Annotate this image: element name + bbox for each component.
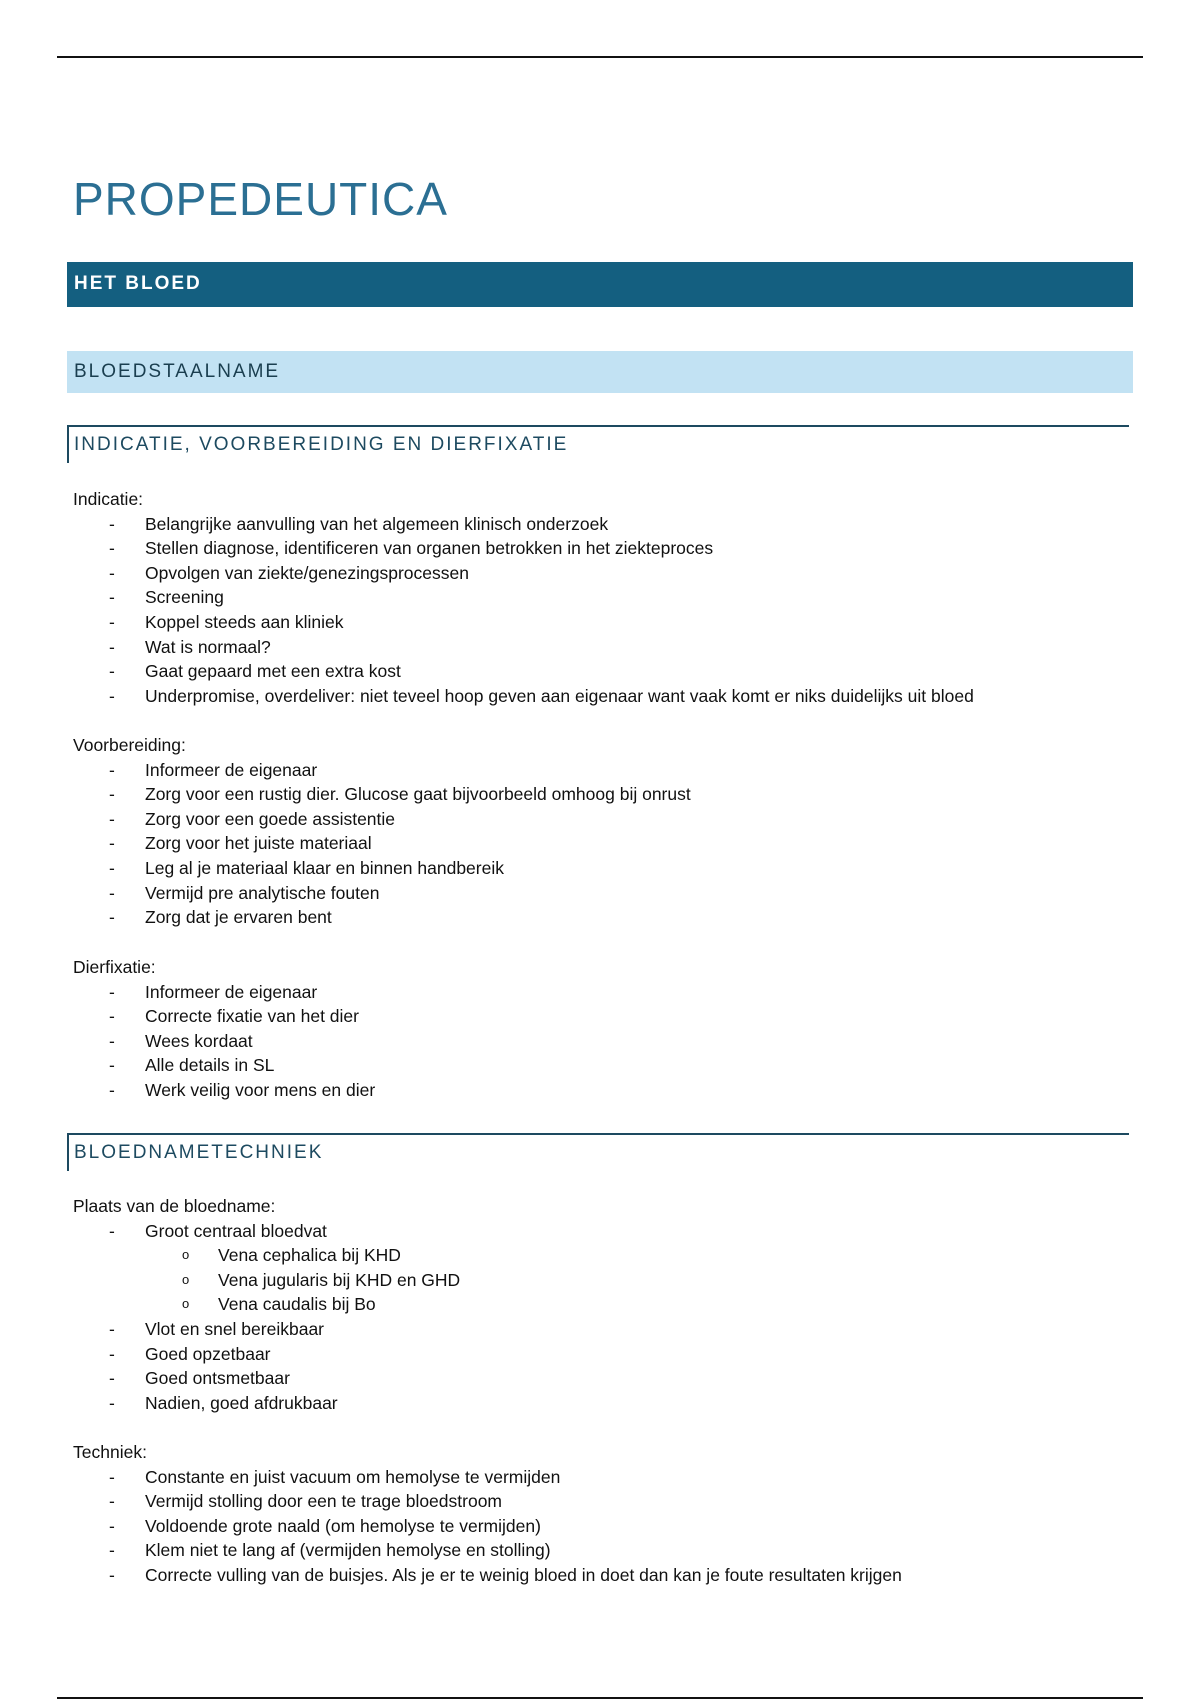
list-item: - Underpromise, overdeliver: niet teveel hoop geven aan eigenaar want vaak komt er niks duidelijks uit bloed xyxy=(73,684,1123,709)
document-title: PROPEDEUTICA xyxy=(73,173,448,225)
dash-bullet: - xyxy=(109,685,115,706)
bullet-list xyxy=(73,1219,1123,1416)
list-item: - Correcte fixatie van het dier xyxy=(73,1004,1123,1029)
dash-bullet: - xyxy=(109,1491,115,1512)
list-item: - Constante en juist vacuum om hemolyse te vermijden xyxy=(73,1465,1123,1490)
circle-bullet-icon: o xyxy=(182,1247,190,1263)
section-heading-text: INDICATIE, VOORBEREIDING EN DIERFIXATIE xyxy=(74,434,569,455)
list-item: - Zorg voor het juiste materiaal xyxy=(73,831,1123,856)
list-item: - Informeer de eigenaar xyxy=(73,758,1123,783)
dash-bullet: - xyxy=(109,1564,115,1585)
dash-bullet: - xyxy=(109,1318,115,1339)
dash-bullet: - xyxy=(109,1055,115,1076)
list-item: - Vermijd pre analytische fouten xyxy=(73,881,1123,906)
dash-bullet: - xyxy=(109,538,115,559)
list-item: - Goed opzetbaar xyxy=(73,1342,1123,1367)
section-heading-indicatie xyxy=(67,425,1129,463)
dash-bullet: - xyxy=(109,1392,115,1413)
dash-bullet: - xyxy=(109,636,115,657)
list-item: - Goed ontsmetbaar xyxy=(73,1366,1123,1391)
sub-list-item: o Vena jugularis bij KHD en GHD xyxy=(73,1268,1123,1293)
group-label: Voorbereiding: xyxy=(73,735,186,755)
group-label: Dierfixatie: xyxy=(73,957,156,977)
dash-bullet: - xyxy=(109,513,115,534)
list-item: - Klem niet te lang af (vermijden hemolyse en stolling) xyxy=(73,1538,1123,1563)
list-item: - Opvolgen van ziekte/genezingsprocessen xyxy=(73,561,1123,586)
header-rule xyxy=(57,56,1143,58)
group-voorbereiding xyxy=(73,733,1123,930)
list-item: - Vlot en snel bereikbaar xyxy=(73,1317,1123,1342)
list-item: - Wat is normaal? xyxy=(73,635,1123,660)
circle-bullet-icon: o xyxy=(182,1296,190,1312)
list-item: - Werk veilig voor mens en dier xyxy=(73,1078,1123,1103)
group-label: Techniek: xyxy=(73,1442,147,1462)
dash-bullet: - xyxy=(109,1220,115,1241)
dash-bullet: - xyxy=(109,1079,115,1100)
list-item: - Zorg voor een goede assistentie xyxy=(73,807,1123,832)
bullet-list xyxy=(73,758,1123,930)
list-item: - Voldoende grote naald (om hemolyse te vermijden) xyxy=(73,1514,1123,1539)
dash-bullet: - xyxy=(109,857,115,878)
list-item: - Nadien, goed afdrukbaar xyxy=(73,1391,1123,1416)
sub-list-item: o Vena cephalica bij KHD xyxy=(73,1243,1123,1268)
dash-bullet: - xyxy=(109,981,115,1002)
dash-bullet: - xyxy=(109,808,115,829)
section-heading-text: BLOEDNAMETECHNIEK xyxy=(74,1142,324,1163)
section-heading-bloednametechniek xyxy=(67,1133,1129,1171)
dash-bullet: - xyxy=(109,759,115,780)
list-item: - Leg al je materiaal klaar en binnen handbereik xyxy=(73,856,1123,881)
dash-bullet: - xyxy=(109,1030,115,1051)
bullet-list xyxy=(73,512,1123,709)
heading-1: HET BLOED xyxy=(74,273,202,294)
group-plaats xyxy=(73,1194,1123,1415)
list-item: - Stellen diagnose, identificeren van organen betrokken in het ziekteproces xyxy=(73,536,1123,561)
dash-bullet: - xyxy=(109,1006,115,1027)
dash-bullet: - xyxy=(109,1368,115,1389)
dash-bullet: - xyxy=(109,1466,115,1487)
group-indicatie xyxy=(73,487,1123,708)
dash-bullet: - xyxy=(109,562,115,583)
bullet-list xyxy=(73,980,1123,1103)
list-item: - Wees kordaat xyxy=(73,1029,1123,1054)
group-techniek xyxy=(73,1440,1123,1588)
heading-1-band xyxy=(67,262,1133,307)
list-item: - Belangrijke aanvulling van het algemeen klinisch onderzoek xyxy=(73,512,1123,537)
list-item: - Groot centraal bloedvat xyxy=(73,1219,1123,1244)
circle-bullet-icon: o xyxy=(182,1271,190,1287)
sub-list-item: o Vena caudalis bij Bo xyxy=(73,1292,1123,1317)
dash-bullet: - xyxy=(109,1343,115,1364)
dash-bullet: - xyxy=(109,661,115,682)
group-dierfixatie xyxy=(73,955,1123,1103)
heading-2-band xyxy=(67,351,1133,393)
list-item: - Zorg dat je ervaren bent xyxy=(73,905,1123,930)
dash-bullet: - xyxy=(109,833,115,854)
list-item: - Screening xyxy=(73,585,1123,610)
list-item: - Zorg voor een rustig dier. Glucose gaat bijvoorbeeld omhoog bij onrust xyxy=(73,782,1123,807)
bullet-list xyxy=(73,1465,1123,1588)
dash-bullet: - xyxy=(109,907,115,928)
list-item: - Informeer de eigenaar xyxy=(73,980,1123,1005)
dash-bullet: - xyxy=(109,784,115,805)
group-label: Indicatie: xyxy=(73,489,144,509)
list-item: - Correcte vulling van de buisjes. Als je er te weinig bloed in doet dan kan je foute resultaten krijgen xyxy=(73,1563,1123,1588)
list-item: - Alle details in SL xyxy=(73,1053,1123,1078)
dash-bullet: - xyxy=(109,1540,115,1561)
list-item: - Gaat gepaard met een extra kost xyxy=(73,659,1123,684)
dash-bullet: - xyxy=(109,1515,115,1536)
dash-bullet: - xyxy=(109,611,115,632)
dash-bullet: - xyxy=(109,587,115,608)
footer-rule xyxy=(57,1697,1143,1699)
list-item: - Koppel steeds aan kliniek xyxy=(73,610,1123,635)
dash-bullet: - xyxy=(109,882,115,903)
list-item: - Vermijd stolling door een te trage bloedstroom xyxy=(73,1489,1123,1514)
group-label: Plaats van de bloedname: xyxy=(73,1196,276,1216)
heading-2: BLOEDSTAALNAME xyxy=(74,361,281,382)
